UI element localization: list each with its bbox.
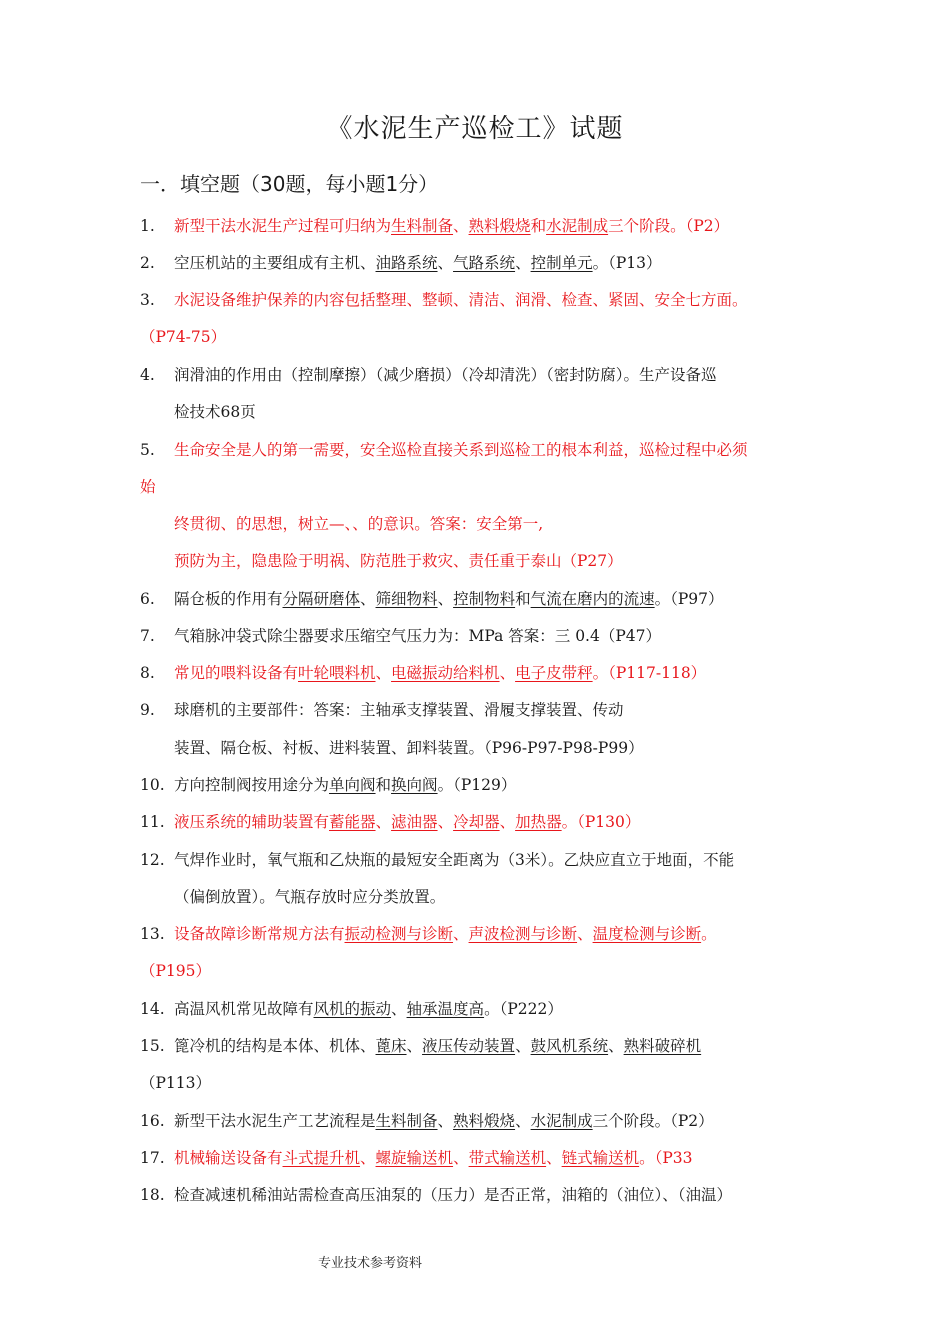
question-text: 润滑油的作用由（控制摩擦）（减少磨损）（冷却清洗）（密封防腐）。生产设备巡: [174, 366, 717, 384]
question-text: （偏倒放置）。气瓶存放时应分类放置。: [174, 888, 446, 906]
question-text: 。（P13）: [592, 254, 662, 272]
answer-blank: 冷却器: [453, 813, 500, 831]
question-number: 4.: [140, 366, 155, 384]
question-text: 检查减速机稀油站需检查高压油泵的（压力）是否正常，油箱的（油位）、（油温）: [174, 1186, 733, 1204]
answer-blank: 叶轮喂料机: [298, 664, 376, 682]
question-text: 空压机站的主要组成有主机、: [174, 254, 376, 272]
question-body: [174, 775, 516, 795]
question-text: 、: [499, 664, 516, 682]
question-text: 始: [140, 478, 156, 496]
question-text: 生命安全是人的第一需要，安全巡检直接关系到巡检工的根本利益，巡检过程中必须: [174, 441, 748, 459]
answer-blank: 水泥制成: [546, 217, 609, 235]
question-text: 高温风机常见故障有: [174, 1000, 314, 1018]
question-number: 2.: [140, 254, 155, 272]
question-body: [174, 365, 717, 385]
question-body: [174, 551, 623, 571]
question-text: 气箱脉冲袋式除尘器要求压缩空气压力为：MPa 答案：三 0.4（P47）: [174, 627, 662, 645]
document-title: 《水泥生产巡检工》试题: [326, 114, 624, 144]
question-text: 、: [546, 1149, 562, 1167]
question-body: [174, 924, 717, 944]
question-text: （P113）: [140, 1074, 212, 1092]
answer-blank: 斗式提升机: [282, 1149, 361, 1167]
question-text: 、: [437, 590, 454, 608]
question-text: 方向控制阀按用途分为: [174, 776, 330, 794]
answer-blank: 气流在磨内的流速: [530, 590, 655, 608]
question-text: 、: [453, 217, 469, 235]
question-text: 、: [406, 1037, 423, 1055]
question-number: 9.: [140, 701, 155, 719]
question-number: 7.: [140, 627, 155, 645]
question-text: 。（P117-118）: [592, 664, 707, 682]
section-heading: 一．填空题（30题，每小题1分）: [140, 172, 439, 196]
question-body: [174, 738, 644, 758]
question-body: [174, 253, 662, 273]
question-text: 。（P130）: [561, 813, 641, 831]
answer-blank: 熟料煅烧: [468, 217, 531, 235]
question-number: 12.: [140, 851, 165, 869]
question-text: 新型干法水泥生产过程可归纳为: [174, 217, 392, 235]
question-body: [174, 887, 445, 907]
question-text: 水泥设备维护保养的内容包括整理、整顿、清洁、润滑、检查、紧固、安全七方面。: [174, 291, 748, 309]
question-number: 3.: [140, 291, 155, 309]
question-text: 和: [530, 217, 547, 235]
answer-blank: 控制单元: [530, 254, 593, 272]
answer-blank: 控制物料: [453, 590, 516, 608]
question-number: 16.: [140, 1112, 165, 1130]
question-number: 11.: [140, 813, 165, 831]
question-body: [174, 290, 748, 310]
answer-blank: 生料制备: [391, 217, 454, 235]
question-number: 6.: [140, 590, 155, 608]
answer-blank: 加热器: [515, 813, 562, 831]
question-text: 液压系统的辅助装置有: [174, 813, 330, 831]
question-body: [174, 402, 256, 422]
question-body: [140, 961, 211, 981]
answer-blank: 蓖床: [375, 1037, 407, 1055]
question-text: 、: [391, 1000, 407, 1018]
question-text: 球磨机的主要部件：答案：主轴承支撑装置、滑履支撑装置、传动: [174, 701, 624, 719]
question-body: [174, 514, 543, 534]
question-number: 14.: [140, 1000, 165, 1018]
question-body: [174, 850, 734, 870]
question-text: 、: [437, 254, 454, 272]
answer-blank: 振动检测与诊断: [344, 925, 454, 943]
question-body: [174, 440, 748, 460]
question-body: [174, 1185, 732, 1205]
question-text: 预防为主，隐患险于明祸、防范胜于救灾、责任重于泰山（P27）: [174, 552, 623, 570]
question-text: 、: [453, 1149, 469, 1167]
question-text: 、: [515, 1112, 531, 1130]
question-text: 、: [515, 254, 531, 272]
question-number: 15.: [140, 1037, 165, 1055]
question-text: 、: [360, 590, 376, 608]
question-text: 、: [360, 1149, 376, 1167]
answer-blank: 螺旋输送机: [375, 1149, 454, 1167]
question-text: 装置、隔仓板、衬板、进料装置、卸料装置。（P96-P97-P98-P99）: [174, 739, 644, 757]
answer-blank: 换向阀: [391, 776, 438, 794]
question-text: 新型干法水泥生产工艺流程是: [174, 1112, 376, 1130]
answer-blank: 油路系统: [375, 254, 438, 272]
question-body: [174, 626, 661, 646]
question-body: [174, 999, 563, 1019]
question-body: [140, 1073, 211, 1093]
question-text: 、: [453, 925, 469, 943]
question-number: 13.: [140, 925, 165, 943]
question-body: [174, 812, 640, 832]
question-text: 、: [499, 813, 516, 831]
footer-note: 专业技术参考资料: [318, 1256, 423, 1271]
question-body: [174, 1111, 714, 1131]
question-number: 1.: [140, 217, 155, 235]
question-text: 。（P222）: [484, 1000, 563, 1018]
question-text: 检技术68页: [174, 403, 256, 421]
answer-blank: 鼓风机系统: [530, 1037, 609, 1055]
question-text: 、: [375, 664, 392, 682]
answer-blank: 熟料煅烧: [453, 1112, 516, 1130]
question-text: 设备故障诊断常规方法有: [174, 925, 345, 943]
answer-blank: 生料制备: [375, 1112, 438, 1130]
answer-blank: 声波检测与诊断: [468, 925, 578, 943]
answer-blank: 带式输送机: [468, 1149, 547, 1167]
question-text: 、: [437, 813, 454, 831]
answer-blank: 蓄能器: [329, 813, 376, 831]
question-body: [174, 1036, 701, 1056]
answer-blank: 温度检测与诊断: [592, 925, 702, 943]
question-text: 、: [375, 813, 392, 831]
answer-blank: 滤油器: [391, 813, 438, 831]
answer-blank: 分隔研磨体: [282, 590, 361, 608]
question-body: [140, 477, 156, 497]
question-text: 终贯彻、的思想，树立—、、的意识。答案：安全第一,: [174, 515, 544, 533]
question-text: 。（P129）: [437, 776, 517, 794]
question-text: 、: [608, 1037, 624, 1055]
question-text: （P195）: [140, 962, 212, 980]
answer-blank: 链式输送机: [561, 1149, 640, 1167]
question-text: 。（P33: [639, 1149, 693, 1167]
question-text: （P74-75）: [140, 328, 227, 346]
question-body: [174, 663, 706, 683]
answer-blank: 筛细物料: [375, 590, 438, 608]
question-number: 10.: [140, 776, 165, 794]
question-text: 气焊作业时，氧气瓶和乙炔瓶的最短安全距离为（3米）。乙炔应直立于地面，不能: [174, 851, 735, 869]
answer-blank: 单向阀: [329, 776, 376, 794]
question-body: [174, 1148, 693, 1168]
question-number: 18.: [140, 1186, 165, 1204]
question-number: 17.: [140, 1149, 165, 1167]
question-text: 。（P97）: [654, 590, 724, 608]
question-text: 常见的喂料设备有: [174, 664, 299, 682]
answer-blank: 液压传动装置: [422, 1037, 516, 1055]
question-body: [174, 589, 724, 609]
answer-blank: 水泥制成: [530, 1112, 593, 1130]
question-text: 三个阶段。（P2）: [592, 1112, 714, 1130]
question-body: [140, 327, 226, 347]
question-text: 和: [375, 776, 392, 794]
question-text: 、: [437, 1112, 454, 1130]
answer-blank: 电子皮带秤: [515, 664, 593, 682]
question-number: 5.: [140, 441, 155, 459]
question-text: 机械输送设备有: [174, 1149, 283, 1167]
question-text: 隔仓板的作用有: [174, 590, 283, 608]
question-body: [174, 700, 624, 720]
question-text: 、: [577, 925, 593, 943]
answer-blank: 轴承温度高: [406, 1000, 485, 1018]
question-text: 篦冷机的结构是本体、机体、: [174, 1037, 376, 1055]
answer-blank: 电磁振动给料机: [391, 664, 500, 682]
answer-blank: 熟料破碎机: [623, 1037, 702, 1055]
question-body: [174, 216, 729, 236]
question-text: 三个阶段。（P2）: [608, 217, 730, 235]
answer-blank: 气路系统: [453, 254, 516, 272]
question-text: 。: [701, 925, 717, 943]
question-text: 和: [515, 590, 531, 608]
question-text: 、: [515, 1037, 531, 1055]
answer-blank: 风机的振动: [313, 1000, 392, 1018]
question-number: 8.: [140, 664, 155, 682]
